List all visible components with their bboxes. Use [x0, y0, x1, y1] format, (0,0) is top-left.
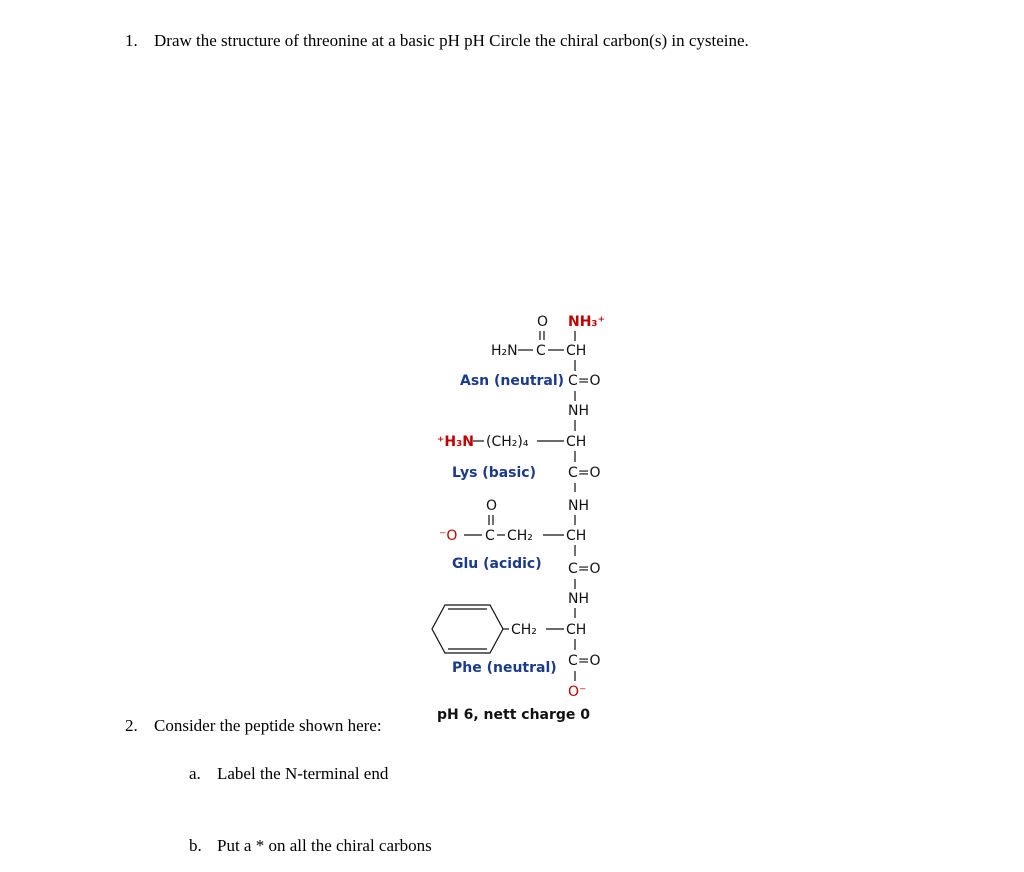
question-2a-text: Label the N-terminal end	[217, 764, 389, 783]
residue-label-lys: Lys (basic)	[452, 465, 536, 481]
glu-carboxylate-minus-o: ⁻O	[439, 528, 458, 544]
glu-carbonyl: C=O	[568, 561, 601, 577]
question-2-text: Consider the peptide shown here:	[154, 716, 382, 735]
phe-side-ch2: CH₂	[511, 622, 537, 638]
glu-side-c: C	[485, 528, 495, 544]
question-2b-letter: b.	[189, 836, 202, 855]
asn-side-c: C	[536, 343, 546, 359]
phe-carbonyl: C=O	[568, 653, 601, 669]
asn-carbonyl-o: O	[537, 314, 549, 330]
peptide-structure	[425, 305, 625, 730]
residue-label-asn: Asn (neutral)	[460, 373, 565, 389]
n-terminal-nh3plus: NH₃⁺	[568, 314, 605, 330]
glu-carbonyl-o: O	[486, 498, 498, 514]
c-terminal-o-minus: O⁻	[568, 684, 587, 700]
glu-alpha-ch: CH	[566, 528, 587, 544]
lys-side-ch2-4: (CH₂)₄	[486, 434, 529, 450]
residue-label-glu: Glu (acidic)	[452, 556, 542, 572]
lys-alpha-ch: CH	[566, 434, 587, 450]
asn-alpha-ch: CH	[566, 343, 587, 359]
phe-alpha-ch: CH	[566, 622, 587, 638]
lys-carbonyl: C=O	[568, 465, 601, 481]
question-2b-text: Put a * on all the chiral carbons	[217, 836, 432, 855]
question-1-number: 1.	[125, 31, 138, 50]
question-2a-letter: a.	[189, 764, 201, 783]
lys-glu-nh: NH	[568, 498, 589, 514]
residue-label-phe: Phe (neutral)	[452, 660, 557, 676]
question-2-number: 2.	[125, 716, 138, 735]
net-charge-label: pH 6, nett charge 0	[437, 707, 591, 723]
glu-phe-nh: NH	[568, 591, 589, 607]
asn-amide-h2n: H₂N	[491, 343, 518, 359]
glu-side-ch2: CH₂	[507, 528, 533, 544]
asn-lys-nh: NH	[568, 403, 589, 419]
phenyl-ring	[432, 605, 503, 653]
question-1-text: Draw the structure of threonine at a basic pH pH Circle the chiral carbon(s) in cysteine.	[154, 31, 749, 50]
asn-carbonyl: C=O	[568, 373, 601, 389]
lys-side-h3nplus: ⁺H₃N	[437, 434, 474, 450]
